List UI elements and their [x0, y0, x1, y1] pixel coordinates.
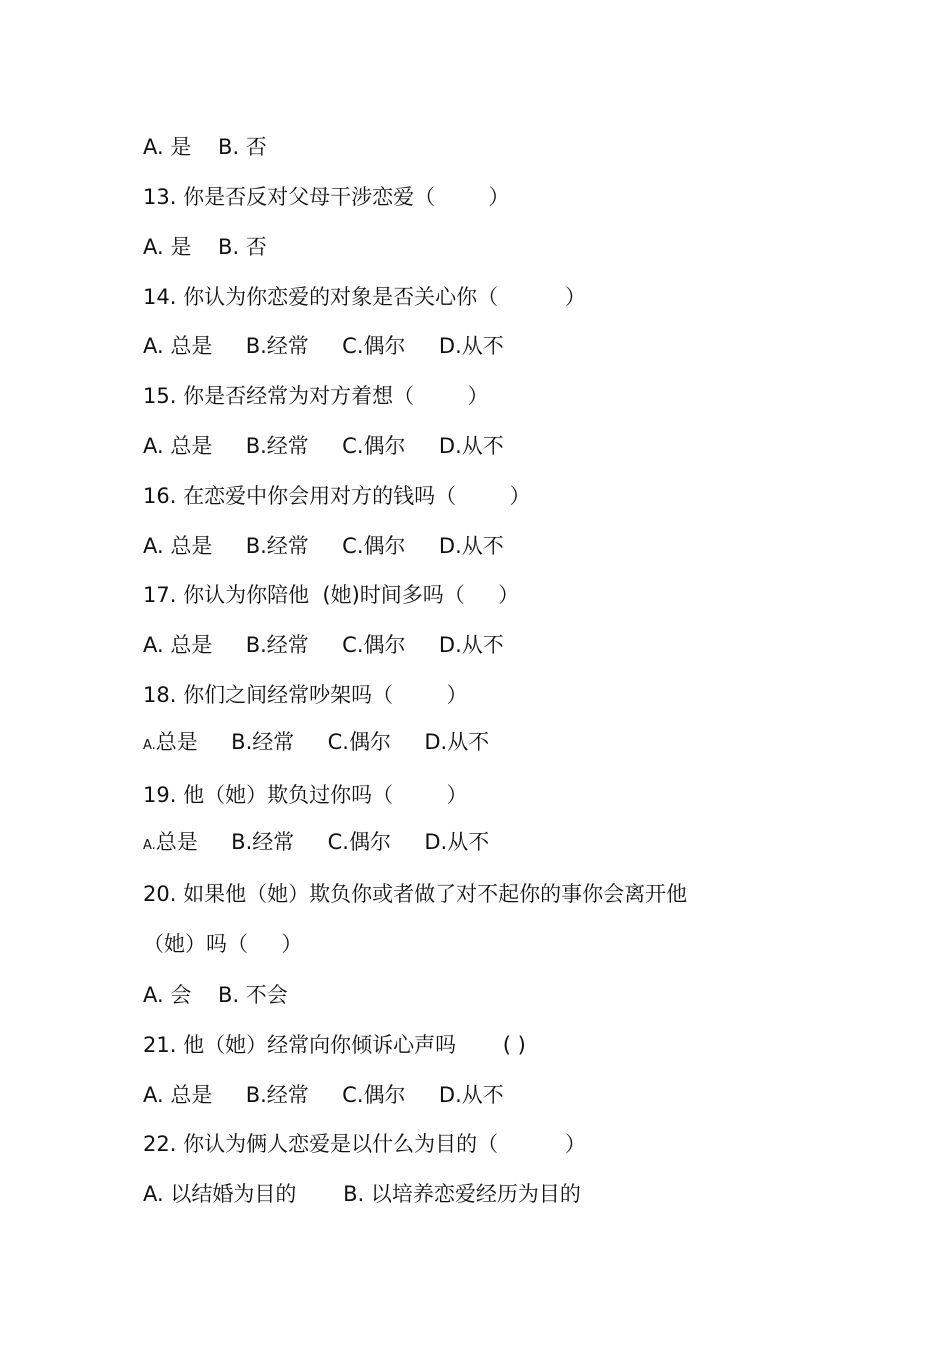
question-20-continuation: （她）吗（ ） [143, 932, 303, 956]
options-text: 总是 B.经常 C.偶尔 D.从不 [155, 730, 490, 754]
question-19: 19. 他（她）欺负过你吗（ ） [143, 783, 468, 807]
question-16: 16. 在恋爱中你会用对方的钱吗（ ） [143, 484, 531, 508]
question-21: 21. 他（她）经常向你倾诉心声吗 ( ) [143, 1033, 526, 1057]
answer-options-line [143, 729, 489, 759]
question-20: 20. 如果他（她）欺负你或者做了对不起你的事你会离开他 [143, 882, 688, 906]
options-text: 总是 B.经常 C.偶尔 D.从不 [155, 830, 490, 854]
answer-options-line: A. 总是 B.经常 C.偶尔 D.从不 [143, 633, 504, 657]
answer-options-line: A. 是 B. 否 [143, 235, 267, 259]
question-13: 13. 你是否反对父母干涉恋爱（ ） [143, 185, 510, 209]
answer-options-line: A. 总是 B.经常 C.偶尔 D.从不 [143, 334, 504, 358]
option-prefix: A. [143, 838, 156, 853]
answer-options-line: A. 总是 B.经常 C.偶尔 D.从不 [143, 534, 504, 558]
answer-options-line [143, 829, 489, 859]
answer-options-line: A. 总是 B.经常 C.偶尔 D.从不 [143, 1083, 504, 1107]
option-prefix: A. [143, 738, 156, 753]
question-18: 18. 你们之间经常吵架吗（ ） [143, 683, 468, 707]
question-17: 17. 你认为你陪他 (她)时间多吗（ ） [143, 583, 520, 607]
answer-options-line: A. 总是 B.经常 C.偶尔 D.从不 [143, 434, 504, 458]
question-15: 15. 你是否经常为对方着想（ ） [143, 384, 489, 408]
question-14: 14. 你认为你恋爱的对象是否关心你（ ） [143, 285, 586, 309]
question-22: 22. 你认为俩人恋爱是以什么为目的（ ） [143, 1132, 586, 1156]
answer-options-line: A. 是 B. 否 [143, 135, 267, 159]
answer-options-line: A. 会 B. 不会 [143, 983, 288, 1007]
answer-options-line: A. 以结婚为目的 B. 以培养恋爱经历为目的 [143, 1182, 581, 1206]
